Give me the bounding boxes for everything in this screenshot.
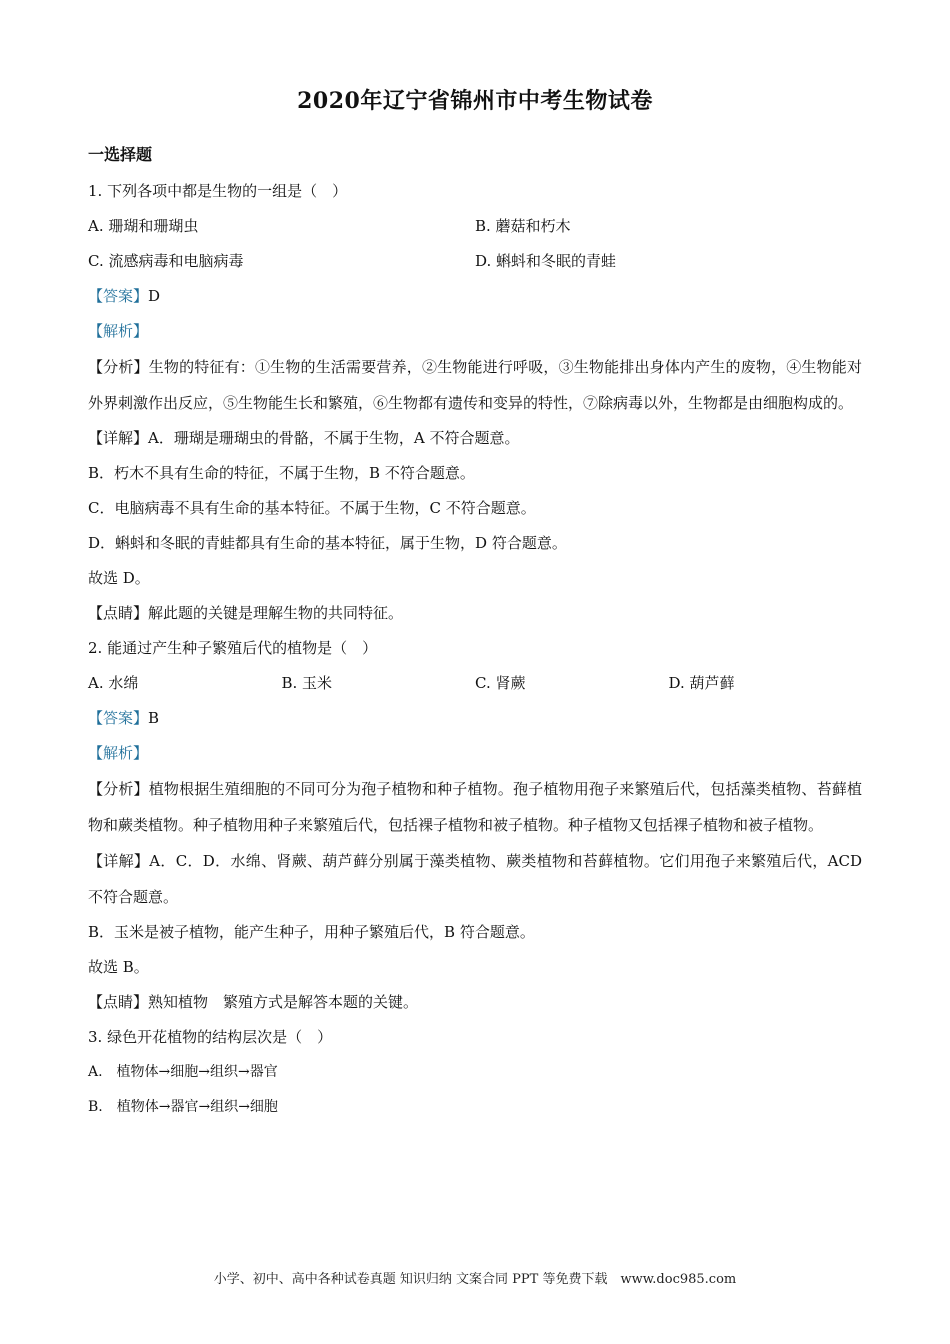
q1-detail-2: B．朽木不具有生命的特征，不属于生物，B 不符合题意。	[88, 464, 475, 482]
q1-option-c: C. 流感病毒和电脑病毒	[88, 252, 244, 270]
exam-content	[88, 174, 862, 1125]
q1-option-a: A. 珊瑚和珊瑚虫	[88, 217, 199, 235]
q2-detail-1	[88, 843, 862, 915]
question-1-options-row-1	[88, 209, 862, 244]
dianjing-tag: 【点睛】	[88, 604, 149, 622]
detail-tag: 【详解】	[88, 429, 149, 447]
q2-answer	[88, 701, 862, 736]
question-2-options	[88, 666, 862, 701]
question-2-stem: 2. 能通过产生种子繁殖后代的植物是（ ）	[88, 639, 378, 657]
fenxi-text: 生物的特征有：①生物的生活需要营养，②生物能进行呼吸，③生物能排出身体内产生的废物，④生物能对外界刺激作出反应，⑤生物能生长和繁殖，⑥生物都有遗传和变异的特性，⑦除病毒以外，生物都是由细胞构成的。	[88, 358, 862, 412]
section-heading: 一选择题	[88, 145, 153, 164]
q1-detail-3: C．电脑病毒不具有生命的基本特征。不属于生物，C 不符合题意。	[88, 499, 536, 517]
page-footer: 小学、初中、高中各种试卷真题 知识归纳 文案合同 PPT 等免费下载 www.doc985.com	[213, 1272, 737, 1287]
fenxi-tag: 【分析】	[88, 358, 149, 376]
q2-option-c: C. 肾蕨	[475, 674, 526, 692]
q1-choose: 故选 D。	[88, 569, 150, 587]
fenxi-text: 植物根据生殖细胞的不同可分为孢子植物和种子植物。孢子植物用孢子来繁殖后代，包括藻类植物、苔藓植物和蕨类植物。种子植物用种子来繁殖后代，包括裸子植物和被子植物。种子植物又包括裸子植物和被子植物。	[88, 780, 862, 834]
detail-tag: 【详解】	[88, 852, 150, 870]
q2-dianjing	[88, 985, 862, 1020]
dianjing-text: 解此题的关键是理解生物的共同特征。	[148, 604, 404, 622]
q2-fenxi	[88, 771, 862, 843]
q1-option-d: D. 蝌蚪和冬眠的青蛙	[475, 252, 617, 270]
q2-analysis-heading	[88, 736, 862, 771]
question-3-stem: 3. 绿色开花植物的结构层次是（ ）	[88, 1028, 333, 1046]
q3-option-a: A. 植物体→细胞→组织→器官	[88, 1064, 278, 1080]
q2-option-b: B. 玉米	[281, 674, 333, 692]
analysis-tag: 【解析】	[88, 744, 149, 762]
dianjing-text: 熟知植物 繁殖方式是解答本题的关键。	[148, 993, 419, 1011]
q2-option-d: D. 葫芦藓	[668, 674, 735, 692]
detail-text: A．珊瑚是珊瑚虫的骨骼，不属于生物，A 不符合题意。	[148, 429, 520, 447]
q1-option-b: B. 蘑菇和朽木	[475, 217, 571, 235]
q2-choose: 故选 B。	[88, 958, 149, 976]
answer-tag: 【答案】	[88, 709, 149, 727]
q1-dianjing	[88, 596, 862, 631]
q2-detail-2: B．玉米是被子植物，能产生种子，用种子繁殖后代，B 符合题意。	[88, 923, 535, 941]
question-1-options-row-2	[88, 244, 862, 279]
q1-detail-1	[88, 421, 862, 456]
page-title: 2020年辽宁省锦州市中考生物试卷	[297, 88, 653, 114]
detail-text: A．C．D．水绵、肾蕨、葫芦藓分别属于藻类植物、蕨类植物和苔藓植物。它们用孢子来繁殖后代，ACD 不符合题意。	[88, 852, 862, 906]
fenxi-tag: 【分析】	[88, 780, 149, 798]
q1-analysis-heading	[88, 314, 862, 349]
analysis-tag: 【解析】	[88, 322, 149, 340]
q3-option-b: B. 植物体→器官→组织→细胞	[88, 1099, 278, 1115]
q1-fenxi	[88, 349, 862, 421]
answer-value: B	[148, 709, 160, 727]
answer-tag: 【答案】	[88, 287, 149, 305]
q1-answer	[88, 279, 862, 314]
dianjing-tag: 【点睛】	[88, 993, 149, 1011]
question-1-stem: 1. 下列各项中都是生物的一组是（ ）	[88, 182, 348, 200]
q1-detail-4: D．蝌蚪和冬眠的青蛙都具有生命的基本特征，属于生物，D 符合题意。	[88, 534, 567, 552]
answer-value: D	[148, 287, 161, 305]
q2-option-a: A. 水绵	[88, 674, 139, 692]
